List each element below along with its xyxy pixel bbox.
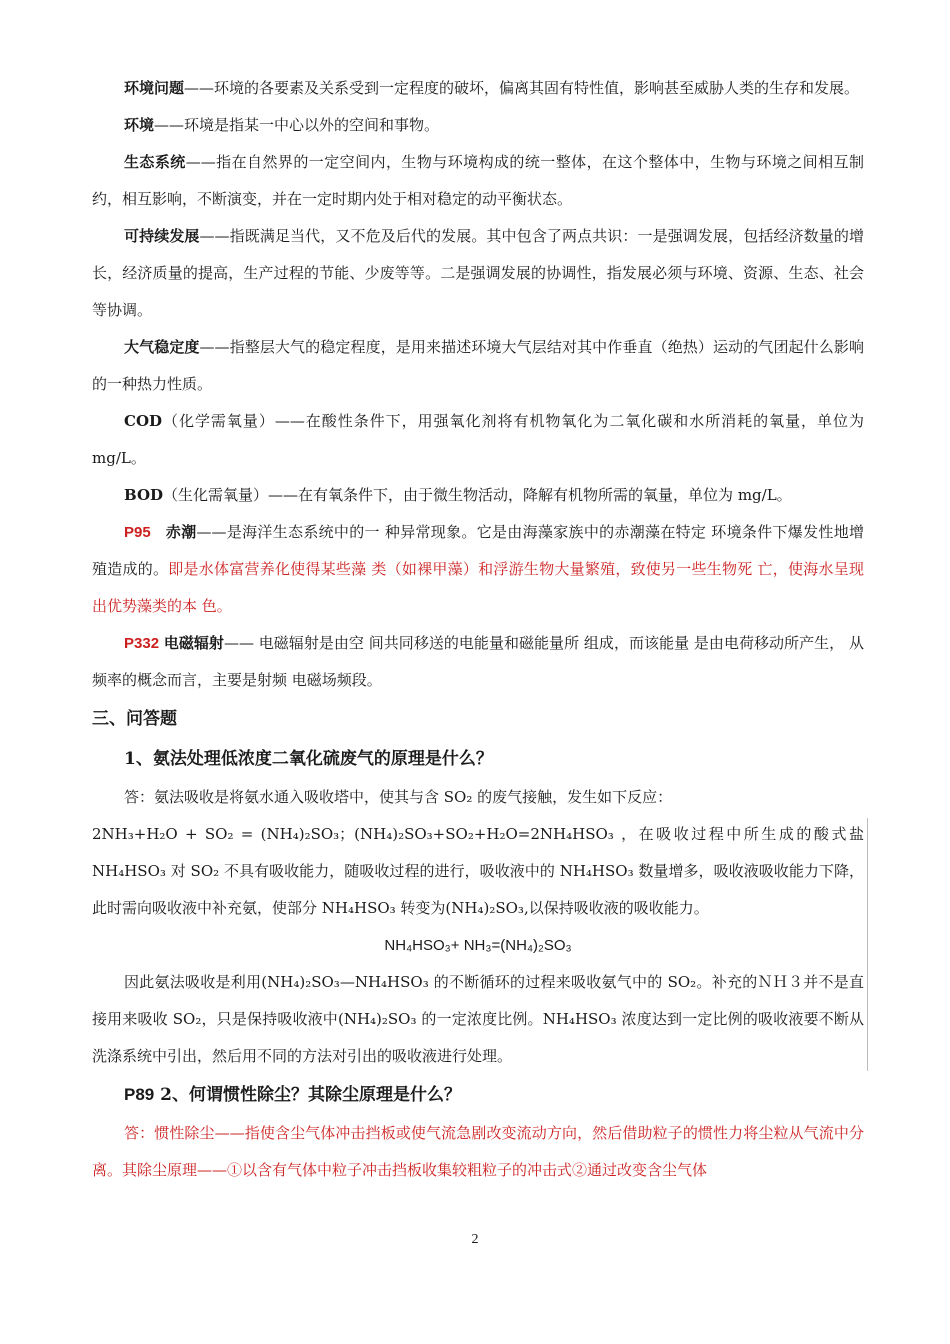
definition-environment-problem: 环境问题——环境的各要素及关系受到一定程度的破坏，偏离其固有特性值，影响甚至威胁人类的生存和发展。 [124,79,860,97]
term: BOD [124,486,164,504]
definition-text: 在有氧条件下，由于微生物活动，降解有机物所需的氧量，单位为 mg/L。 [298,486,792,504]
term: 环境问题 [124,79,185,97]
definition-bod: BOD（生化需氧量）——在有氧条件下，由于微生物活动，降解有机物所需的氧量，单位为 mg/L。 [124,486,792,504]
definition-text: 环境是指某一中心以外的空间和事物。 [184,116,440,134]
definition-text: 环境的各要素及关系受到一定程度的破坏，偏离其固有特性值，影响甚至威胁人类的生存和发展。 [214,79,860,97]
question-2-title: P89 2、何谓惯性除尘？其除尘原理是什么？ [124,1085,461,1105]
definition-sustainable-development: 可持续发展——指既满足当代，又不危及后代的发展。其中包含了两点共识：一是强调发展，包括经济数量的增长，经济质量的提高，生产过程的节能、少废等等。二是强调发展的协调性，指发展必须与环境、资源、生态、社会等协调。 [92,227,864,319]
page-reference: P332 [124,635,160,652]
question-1-answer-intro: 答：氨法吸收是将氨水通入吸收塔中，使其与含 SO₂ 的废气接触，发生如下反应： [124,788,673,806]
definition-red-tide: P95 赤潮——是海洋生态系统中的一 种异常现象。它是由海藻家族中的赤潮藻在特定 环境条件下爆发性地增 殖造成的。即是水体富营养化使得某些藻 类（如裸甲藻）和浮游生物大量繁殖，致使另一些生物死 亡，使海水呈现出优势藻类的本 色。 [92,523,864,615]
definition-atmospheric-stability: 大气稳定度——指整层大气的稳定程度，是用来描述环境大气层结对其中作垂直（绝热）运动的气团起什么影响的一种热力性质。 [92,338,864,393]
conclusion-paragraph: 因此氨法吸收是利用(NH₄)₂SO₃—NH₄HSO₃ 的不断循环的过程来吸收氨气中的 SO₂。补充的ＮＨ３并不是直接用来吸收 SO₂，只是保持吸收液中(NH₄)₂SO₃ 的一定浓度比例。NH₄HSO₃ 浓度达到一定比例的吸收液要不断从洗涤系统中引出，然后用不同的方法对引出的吸收液进行处理。 [92,973,864,1065]
definition-ecosystem: 生态系统——指在自然界的一定空间内，生物与环境构成的统一整体，在这个整体中，生物与环境之间相互制约，相互影响，不断演变，并在一定时期内处于相对稳定的动平衡状态。 [92,153,864,208]
term: 电磁辐射 [163,634,224,652]
definition-text-highlight: 即是水体富营养化使得某些藻 类（如裸甲藻）和浮游生物大量繁殖，致使另一些生物死 亡，使海水呈现出优势藻类的本 色。 [92,560,864,615]
page-reference: P95 [124,524,151,541]
definition-text: 指整层大气的稳定程度，是用来描述环境大气层结对其中作垂直（绝热）运动的气团起什么影响的一种热力性质。 [92,338,864,393]
definition-em-radiation: P332 电磁辐射—— 电磁辐射是由空 间共同移送的电能量和磁能量所 组成，而该能量 是由电荷移动所产生， 从频率的概念而言，主要是射频 电磁场频段。 [92,634,864,689]
term: 生态系统 [124,153,186,171]
definition-text: 指既满足当代，又不危及后代的发展。其中包含了两点共识：一是强调发展，包括经济数量的增长，经济质量的提高，生产过程的节能、少废等等。二是强调发展的协调性，指发展必须与环境、资源、生态、社会等协调。 [92,227,864,319]
definition-environment: 环境——环境是指某一中心以外的空间和事物。 [124,116,440,134]
question-1-answer-block [92,816,864,1075]
term: 可持续发展 [124,227,200,245]
definition-text: 是海洋生态系统中的一 种异常现象。它是由海藻家族中的赤潮藻在特定 环境条件下爆发性地增 殖造成的。 [92,523,864,578]
margin-line [867,818,868,1071]
answer-text-highlight: 惯性除尘——指使含尘气体冲击挡板或使气流急剧改变流动方向，然后借助粒子的惯性力将尘粒从气流中分离。其除尘原理——①以含有气体中粒子冲击挡板收集较粗粒子的冲击式②通过改变含尘气体 [92,1124,864,1179]
term: 大气稳定度 [124,338,200,356]
definition-text: 电磁辐射是由空 间共同移送的电能量和磁能量所 组成，而该能量 是由电荷移动所产生， 从频率的概念而言，主要是射频 电磁场频段。 [92,634,864,689]
section-title: 三、问答题 [92,709,177,729]
page-reference: P89 [124,1085,155,1104]
reaction-equation: NH₄HSO₃+ NH₃=(NH₄)₂SO₃ [384,937,572,954]
definition-cod: COD（化学需氧量）——在酸性条件下，用强氧化剂将有机物氧化为二氧化碳和水所消耗的氧量，单位为 mg/L。 [92,412,864,467]
term: 赤潮 [165,523,197,541]
page-number: 2 [471,1232,479,1247]
term: 环境 [124,116,155,134]
question-1-title: 1、氨法处理低浓度二氧化硫废气的原理是什么？ [124,749,493,769]
definition-text: 指在自然界的一定空间内，生物与环境构成的统一整体，在这个整体中，生物与环境之间相互制约，相互影响，不断演变，并在一定时期内处于相对稳定的动平衡状态。 [92,153,864,208]
definition-text: 在酸性条件下，用强氧化剂将有机物氧化为二氧化碳和水所消耗的氧量，单位为 mg/L。 [92,412,864,467]
reaction-paragraph: 2NH₃+H₂O + SO₂ = (NH₄)₂SO₃；(NH₄)₂SO₃+SO₂+H₂O=2NH₄HSO₃ ，在吸收过程中所生成的酸式盐NH₄HSO₃ 对 SO₂ 不具有吸收能力，随吸收过程的进行，吸收液中的 NH₄HSO₃ 数量增多，吸收液吸收能力下降，此时需向吸收液中补充氨，使部分 NH₄HSO₃ 转变为(NH₄)₂SO₃,以保持吸收液的吸收能力。 [92,825,864,917]
term: COD [124,412,163,430]
document-body [92,70,864,1189]
question-2-answer: 答：惯性除尘——指使含尘气体冲击挡板或使气流急剧改变流动方向，然后借助粒子的惯性力将尘粒从气流中分离。其除尘原理——①以含有气体中粒子冲击挡板收集较粗粒子的冲击式②通过改变含尘气体 [92,1124,864,1179]
